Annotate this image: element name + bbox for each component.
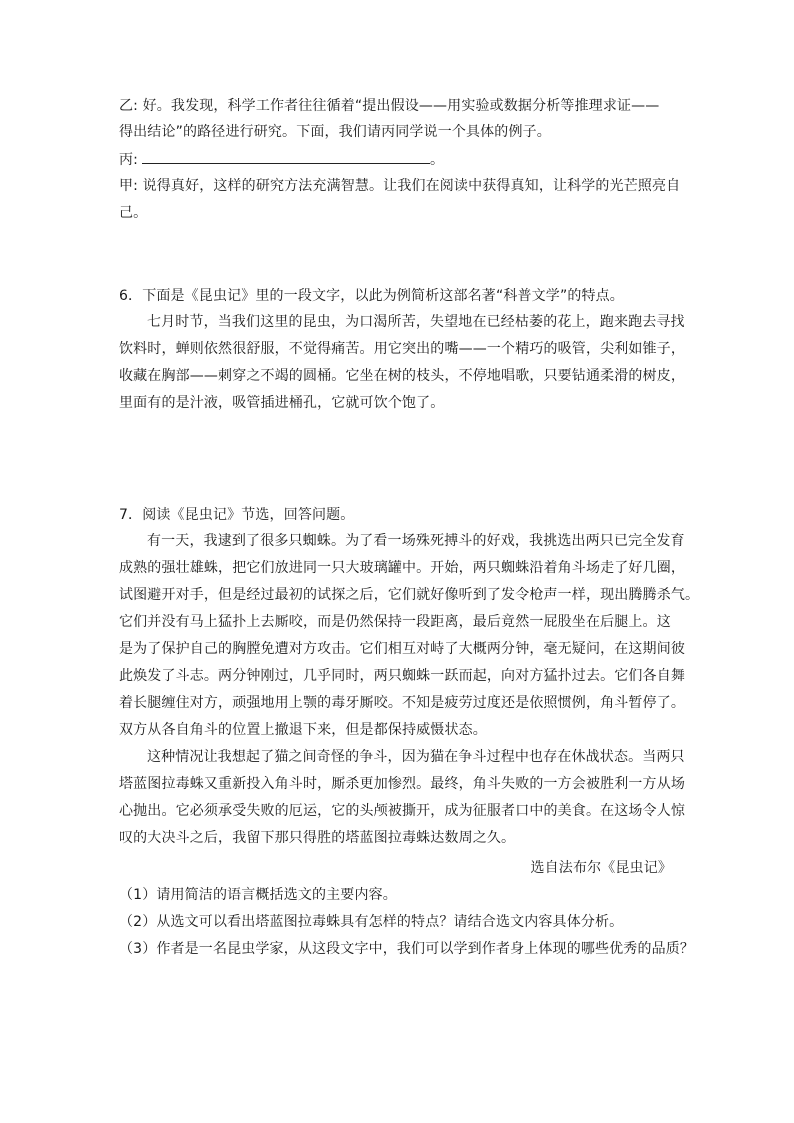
dialogue-bing-line bbox=[119, 149, 444, 170]
q6-passage-line: 里面有的是汁液，吸管插进桶孔，它就可饮个饱了。 bbox=[119, 395, 445, 411]
q6-passage-line: 七月时节，当我们这里的昆虫，为口渴所苦，失望地在已经枯萎的花上，跑来跑去寻找 bbox=[147, 314, 685, 330]
q6-passage-line: 饮料时，蝉则依然很舒服，不觉得痛苦。用它突出的嘴——一个精巧的吸管，尖利如锥子， bbox=[119, 341, 685, 357]
q7-passage-line: 成熟的强壮雄蛛，把它们放进同一只大玻璃罐中。开始，两只蜘蛛沿着角斗场走了好几圈， bbox=[119, 560, 685, 576]
q7-passage-line: 着长腿缠住对方，顽强地用上颚的毒牙厮咬。不知是疲劳过度还是依照惯例，角斗暂停了。 bbox=[119, 695, 685, 711]
bing-end-mark: 。 bbox=[430, 152, 445, 168]
q7-passage-line: 心抛出。它必须承受失败的厄运，它的头颅被撕开，成为征服者口中的美食。在这场令人惊 bbox=[119, 803, 685, 819]
q7-passage-line: 它们并没有马上猛扑上去厮咬，而是仍然保持一段距离，最后竟然一屁股坐在后腿上。这 bbox=[119, 614, 671, 630]
answer-blank[interactable] bbox=[142, 149, 430, 164]
dialogue-yi-line-2: 得出结论”的路径进行研究。下面，我们请丙同学说一个具体的例子。 bbox=[119, 124, 551, 140]
q7-passage-line: 试图避开对手，但是经过最初的试探之后，它们就好像听到了发令枪声一样，现出腾腾杀气。 bbox=[119, 587, 700, 603]
q7-subquestion-1: （1）请用简洁的语言概括选文的主要内容。 bbox=[119, 887, 397, 903]
question-7-title: 7．阅读《昆虫记》节选，回答问题。 bbox=[119, 507, 355, 523]
q6-passage-line: 收藏在胸部——刺穿之不竭的圆桶。它坐在树的枝头，不停地唱歌，只要钻通柔滑的树皮， bbox=[119, 368, 685, 384]
bing-label: 丙: bbox=[119, 152, 139, 168]
q7-passage-line: 此焕发了斗志。两分钟刚过，几乎同时，两只蜘蛛一跃而起，向对方猛扑过去。它们各自舞 bbox=[119, 668, 685, 684]
q7-subquestion-2: （2）从选文可以看出塔蓝图拉毒蛛具有怎样的特点？请结合选文内容具体分析。 bbox=[119, 914, 624, 930]
dialogue-yi-line-1: 乙: 好。我发现，科学工作者往往循着“提出假设——用实验或数据分析等推理求证—— bbox=[119, 98, 660, 114]
q7-subquestion-3: （3）作者是一名昆虫学家，从这段文字中，我们可以学到作者身上体现的哪些优秀的品质？ bbox=[119, 941, 695, 957]
q7-passage-line: 塔蓝图拉毒蛛又重新投入角斗时，厮杀更加惨烈。最终，角斗失败的一方会被胜利一方从场 bbox=[119, 776, 685, 792]
q7-passage-line: 有一天，我逮到了很多只蜘蛛。为了看一场殊死搏斗的好戏，我挑选出两只已完全发育 bbox=[147, 533, 685, 549]
q7-passage-line: 是为了保护自己的胸膛免遭对方攻击。它们相互对峙了大概两分钟，毫无疑问，在这期间彼 bbox=[119, 641, 685, 657]
dialogue-jia-line-2: 己。 bbox=[119, 205, 148, 221]
q7-passage-line: 这种情况让我想起了猫之间奇怪的争斗，因为猫在争斗过程中也存在休战状态。当两只 bbox=[147, 749, 685, 765]
dialogue-jia-line-1: 甲: 说得真好，这样的研究方法充满智慧。让我们在阅读中获得真知，让科学的光芒照亮自 bbox=[119, 178, 681, 194]
q7-passage-line: 双方从各自角斗的位置上撤退下来，但是都保持威慑状态。 bbox=[119, 722, 487, 738]
question-6-title: 6．下面是《昆虫记》里的一段文字，以此为例简析这部名著“科普文学”的特点。 bbox=[119, 288, 624, 304]
passage-source: 选自法布尔《昆虫记》 bbox=[530, 860, 672, 876]
q7-passage-line: 叹的大决斗之后，我留下那只得胜的塔蓝图拉毒蛛达数周之久。 bbox=[119, 830, 516, 846]
